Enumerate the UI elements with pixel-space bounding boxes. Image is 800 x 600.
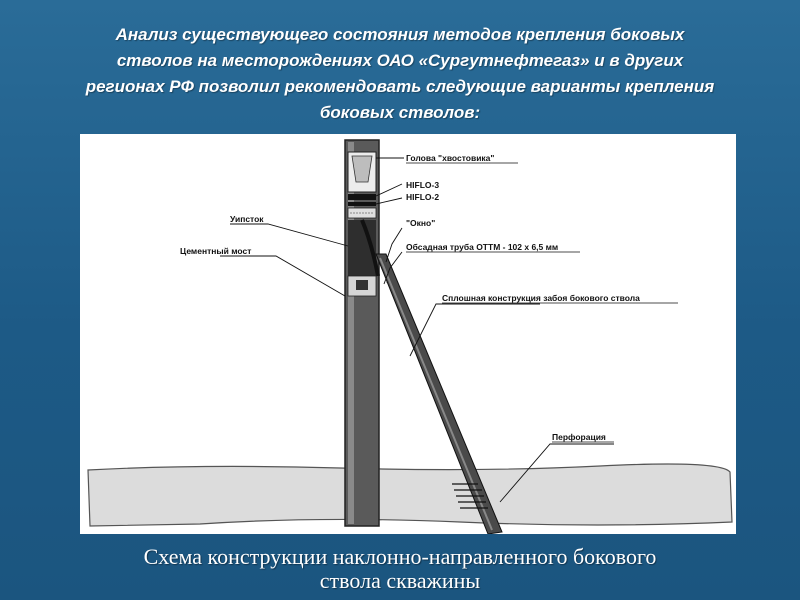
tail-head-cone — [352, 156, 372, 182]
label-whipstock: Уипсток — [230, 214, 264, 224]
slide-caption — [40, 545, 760, 593]
heading-line: боковых стволов: — [319, 103, 481, 122]
label-hiflo3: HIFLO-3 — [406, 180, 440, 190]
label-tail-head: Голова "хвостовика" — [406, 153, 495, 163]
hiflo2-packer — [348, 202, 376, 206]
label-cement-bridge: Цементный мост — [180, 246, 252, 256]
caption-line: Схема конструкции наклонно-направленного бокового — [143, 544, 657, 569]
label-hiflo2: HIFLO-2 — [406, 192, 440, 202]
label-solid-construction: Сплошная конструкция забоя бокового ствола — [442, 293, 640, 303]
label-perforation: Перфорация — [552, 432, 606, 442]
heading-line: стволов на месторождениях ОАО «Сургутнефтегаз» и в других — [116, 51, 684, 70]
hiflo3-packer — [348, 194, 376, 200]
slide-heading — [40, 22, 760, 126]
heading-line: регионах РФ позволил рекомендовать следующие варианты крепления — [85, 77, 715, 96]
label-window: "Окно" — [406, 218, 436, 228]
heading-line: Анализ существующего состояния методов крепления боковых — [115, 25, 685, 44]
label-casing: Обсадная труба ОТТМ - 102 х 6,5 мм — [406, 242, 559, 252]
well-diagram-svg — [80, 134, 736, 534]
caption-line: ствола скважины — [319, 568, 481, 593]
well-diagram — [80, 134, 736, 534]
cement-bridge-core — [356, 280, 368, 290]
formation-layer — [88, 464, 732, 526]
